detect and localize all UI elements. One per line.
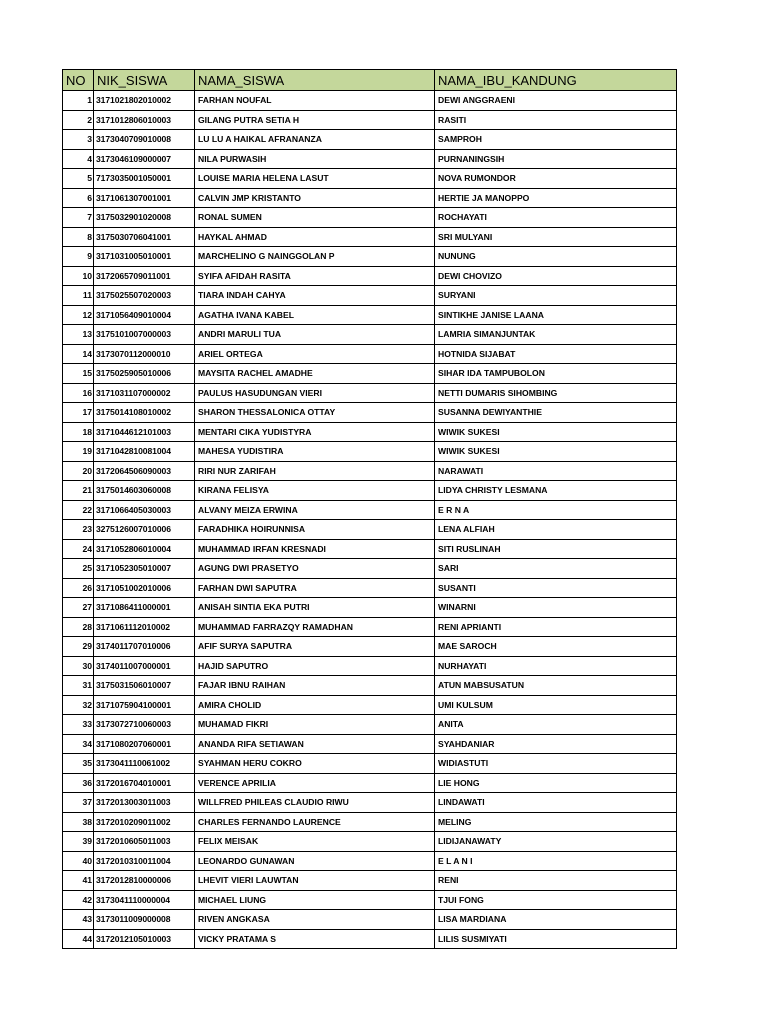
cell-nik-siswa[interactable]: 3172065709011001 [94, 266, 195, 286]
cell-nama-siswa[interactable]: WILLFRED PHILEAS CLAUDIO RIWU [195, 793, 435, 813]
cell-nama-ibu-kandung[interactable]: SUSANTI [435, 578, 677, 598]
header-no[interactable]: NO [63, 70, 94, 91]
cell-nik-siswa[interactable]: 3172016704010001 [94, 773, 195, 793]
cell-nama-ibu-kandung[interactable]: ANITA [435, 715, 677, 735]
cell-no[interactable]: 11 [63, 286, 94, 306]
table-row [63, 169, 677, 189]
cell-nama-siswa[interactable]: FARADHIKA HOIRUNNISA [195, 520, 435, 540]
table-row [63, 344, 677, 364]
cell-nama-ibu-kandung[interactable]: LILIS SUSMIYATI [435, 929, 677, 949]
cell-no[interactable]: 20 [63, 461, 94, 481]
cell-no[interactable]: 15 [63, 364, 94, 384]
cell-nik-siswa[interactable]: 3171052305010007 [94, 559, 195, 579]
cell-nik-siswa[interactable]: 3173011009000008 [94, 910, 195, 930]
cell-no[interactable]: 7 [63, 208, 94, 228]
cell-nama-ibu-kandung[interactable]: E L A N I [435, 851, 677, 871]
cell-nama-siswa[interactable]: CHARLES FERNANDO LAURENCE [195, 812, 435, 832]
cell-nama-siswa[interactable]: KIRANA FELISYA [195, 481, 435, 501]
cell-nik-siswa[interactable]: 3175014603060008 [94, 481, 195, 501]
cell-nik-siswa[interactable]: 3175025507020003 [94, 286, 195, 306]
cell-nik-siswa[interactable]: 3171052806010004 [94, 539, 195, 559]
table-row [63, 734, 677, 754]
cell-nama-ibu-kandung[interactable]: LIDYA CHRISTY LESMANA [435, 481, 677, 501]
cell-nik-siswa[interactable]: 3171031107000002 [94, 383, 195, 403]
cell-nik-siswa[interactable]: 3171061307001001 [94, 188, 195, 208]
cell-nik-siswa[interactable]: 3172013003011003 [94, 793, 195, 813]
cell-nama-siswa[interactable]: AGATHA IVANA KABEL [195, 305, 435, 325]
cell-no[interactable]: 27 [63, 598, 94, 618]
table-row [63, 773, 677, 793]
cell-nik-siswa[interactable]: 3171066405030003 [94, 500, 195, 520]
cell-nik-siswa[interactable]: 3172010209011002 [94, 812, 195, 832]
cell-no[interactable]: 44 [63, 929, 94, 949]
cell-no[interactable]: 5 [63, 169, 94, 189]
cell-nama-siswa[interactable]: HAJID SAPUTRO [195, 656, 435, 676]
table-row [63, 676, 677, 696]
table-row [63, 656, 677, 676]
cell-no[interactable]: 34 [63, 734, 94, 754]
cell-nama-siswa[interactable]: FARHAN NOUFAL [195, 91, 435, 111]
cell-nama-ibu-kandung[interactable]: NETTI DUMARIS SIHOMBING [435, 383, 677, 403]
cell-nik-siswa[interactable]: 3174011007000001 [94, 656, 195, 676]
cell-nama-ibu-kandung[interactable]: SAMPROH [435, 130, 677, 150]
cell-nama-ibu-kandung[interactable]: SIHAR IDA TAMPUBOLON [435, 364, 677, 384]
cell-nama-siswa[interactable]: AGUNG DWI PRASETYO [195, 559, 435, 579]
table-row [63, 578, 677, 598]
cell-nama-siswa[interactable]: HAYKAL AHMAD [195, 227, 435, 247]
cell-nama-ibu-kandung[interactable]: SURYANI [435, 286, 677, 306]
table-row [63, 559, 677, 579]
cell-nama-ibu-kandung[interactable]: SINTIKHE JANISE LAANA [435, 305, 677, 325]
cell-no[interactable]: 2 [63, 110, 94, 130]
cell-no[interactable]: 18 [63, 422, 94, 442]
cell-no[interactable]: 22 [63, 500, 94, 520]
cell-nama-siswa[interactable]: LHEVIT VIERI LAUWTAN [195, 871, 435, 891]
cell-nama-siswa[interactable]: AFIF SURYA SAPUTRA [195, 637, 435, 657]
cell-nama-siswa[interactable]: ALVANY MEIZA ERWINA [195, 500, 435, 520]
table-row [63, 325, 677, 345]
cell-nama-siswa[interactable]: FARHAN DWI SAPUTRA [195, 578, 435, 598]
table-row [63, 305, 677, 325]
header-nama-siswa[interactable]: NAMA_SISWA [195, 70, 435, 91]
table-row [63, 754, 677, 774]
cell-nik-siswa[interactable]: 3171044612101003 [94, 422, 195, 442]
cell-nik-siswa[interactable]: 3173072710060003 [94, 715, 195, 735]
cell-no[interactable]: 33 [63, 715, 94, 735]
cell-no[interactable]: 6 [63, 188, 94, 208]
cell-nama-siswa[interactable]: MARCHELINO G NAINGGOLAN P [195, 247, 435, 267]
cell-nik-siswa[interactable]: 3175032901020008 [94, 208, 195, 228]
table-row [63, 637, 677, 657]
cell-nama-siswa[interactable]: SHARON THESSALONICA OTTAY [195, 403, 435, 423]
cell-nama-ibu-kandung[interactable]: LINDAWATI [435, 793, 677, 813]
cell-no[interactable]: 38 [63, 812, 94, 832]
cell-nama-ibu-kandung[interactable]: HERTIE JA MANOPPO [435, 188, 677, 208]
cell-nama-ibu-kandung[interactable]: WINARNI [435, 598, 677, 618]
table-row [63, 227, 677, 247]
cell-nama-siswa[interactable]: GILANG PUTRA SETIA H [195, 110, 435, 130]
cell-nik-siswa[interactable]: 7173035001050001 [94, 169, 195, 189]
cell-nama-ibu-kandung[interactable]: DEWI CHOVIZO [435, 266, 677, 286]
table-row [63, 481, 677, 501]
table-row [63, 91, 677, 111]
cell-nama-siswa[interactable]: RONAL SUMEN [195, 208, 435, 228]
cell-nama-siswa[interactable]: NILA PURWASIH [195, 149, 435, 169]
cell-nama-ibu-kandung[interactable]: ATUN MABSUSATUN [435, 676, 677, 696]
cell-no[interactable]: 31 [63, 676, 94, 696]
cell-nama-siswa[interactable]: VERENCE APRILIA [195, 773, 435, 793]
cell-nik-siswa[interactable]: 3175014108010002 [94, 403, 195, 423]
cell-nik-siswa[interactable]: 3172012810000006 [94, 871, 195, 891]
cell-no[interactable]: 24 [63, 539, 94, 559]
table-row [63, 422, 677, 442]
cell-no[interactable]: 29 [63, 637, 94, 657]
cell-nama-siswa[interactable]: TIARA INDAH CAHYA [195, 286, 435, 306]
cell-nama-ibu-kandung[interactable]: NUNUNG [435, 247, 677, 267]
cell-nama-siswa[interactable]: MENTARI CIKA YUDISTYRA [195, 422, 435, 442]
cell-nama-siswa[interactable]: FELIX MEISAK [195, 832, 435, 852]
cell-nik-siswa[interactable]: 3171012806010003 [94, 110, 195, 130]
table-row [63, 793, 677, 813]
cell-no[interactable]: 12 [63, 305, 94, 325]
cell-nama-siswa[interactable]: ANDRI MARULI TUA [195, 325, 435, 345]
header-nama-ibu-kandung[interactable]: NAMA_IBU_KANDUNG [435, 70, 677, 91]
cell-nama-ibu-kandung[interactable]: LENA ALFIAH [435, 520, 677, 540]
cell-nik-siswa[interactable]: 3173040709010008 [94, 130, 195, 150]
table-row [63, 130, 677, 150]
table-row [63, 403, 677, 423]
cell-no[interactable]: 9 [63, 247, 94, 267]
cell-nama-ibu-kandung[interactable]: LAMRIA SIMANJUNTAK [435, 325, 677, 345]
cell-nik-siswa[interactable]: 3171021802010002 [94, 91, 195, 111]
cell-nama-siswa[interactable]: MUHAMMAD FARRAZQY RAMADHAN [195, 617, 435, 637]
table-row [63, 188, 677, 208]
cell-no[interactable]: 30 [63, 656, 94, 676]
cell-nama-ibu-kandung[interactable]: WIWIK SUKESI [435, 422, 677, 442]
cell-nama-ibu-kandung[interactable]: SUSANNA DEWIYANTHIE [435, 403, 677, 423]
cell-nama-ibu-kandung[interactable]: TJUI FONG [435, 890, 677, 910]
cell-nik-siswa[interactable]: 3171042810081004 [94, 442, 195, 462]
cell-nama-siswa[interactable]: PAULUS HASUDUNGAN VIERI [195, 383, 435, 403]
cell-nama-siswa[interactable]: LOUISE MARIA HELENA LASUT [195, 169, 435, 189]
cell-no[interactable]: 42 [63, 890, 94, 910]
student-table [62, 69, 677, 949]
cell-no[interactable]: 43 [63, 910, 94, 930]
cell-nama-siswa[interactable]: FAJAR IBNU RAIHAN [195, 676, 435, 696]
cell-nama-ibu-kandung[interactable]: WIDIASTUTI [435, 754, 677, 774]
cell-nik-siswa[interactable]: 3173046109000007 [94, 149, 195, 169]
cell-no[interactable]: 19 [63, 442, 94, 462]
cell-nama-ibu-kandung[interactable]: RENI APRIANTI [435, 617, 677, 637]
table-row [63, 910, 677, 930]
cell-nama-ibu-kandung[interactable]: SRI MULYANI [435, 227, 677, 247]
table-row [63, 598, 677, 618]
cell-no[interactable]: 39 [63, 832, 94, 852]
cell-nama-siswa[interactable]: MUHAMAD FIKRI [195, 715, 435, 735]
table-row [63, 500, 677, 520]
cell-nama-ibu-kandung[interactable]: UMI KULSUM [435, 695, 677, 715]
cell-nama-ibu-kandung[interactable]: MAE SAROCH [435, 637, 677, 657]
cell-no[interactable]: 14 [63, 344, 94, 364]
cell-nama-ibu-kandung[interactable]: PURNANINGSIH [435, 149, 677, 169]
cell-nik-siswa[interactable]: 3171080207060001 [94, 734, 195, 754]
cell-nama-siswa[interactable]: MUHAMMAD IRFAN KRESNADI [195, 539, 435, 559]
cell-no[interactable]: 8 [63, 227, 94, 247]
table-row [63, 266, 677, 286]
table-row [63, 617, 677, 637]
cell-no[interactable]: 1 [63, 91, 94, 111]
spreadsheet [62, 69, 676, 949]
table-row [63, 520, 677, 540]
cell-nik-siswa[interactable]: 3171061112010002 [94, 617, 195, 637]
cell-nama-siswa[interactable]: ANANDA RIFA SETIAWAN [195, 734, 435, 754]
table-row [63, 461, 677, 481]
table-row [63, 812, 677, 832]
table-row [63, 832, 677, 852]
cell-nama-siswa[interactable]: MICHAEL LIUNG [195, 890, 435, 910]
cell-nama-ibu-kandung[interactable]: NOVA RUMONDOR [435, 169, 677, 189]
cell-nama-siswa[interactable]: LU LU A HAIKAL AFRANANZA [195, 130, 435, 150]
cell-nama-ibu-kandung[interactable]: SYAHDANIAR [435, 734, 677, 754]
table-row [63, 851, 677, 871]
cell-nik-siswa[interactable]: 3172064506090003 [94, 461, 195, 481]
cell-nama-siswa[interactable]: ANISAH SINTIA EKA PUTRI [195, 598, 435, 618]
cell-nik-siswa[interactable]: 3171056409010004 [94, 305, 195, 325]
cell-nik-siswa[interactable]: 3175025905010006 [94, 364, 195, 384]
cell-nama-siswa[interactable]: MAHESA YUDISTIRA [195, 442, 435, 462]
cell-nik-siswa[interactable]: 3171086411000001 [94, 598, 195, 618]
table-row [63, 110, 677, 130]
cell-nama-siswa[interactable]: MAYSITA RACHEL AMADHE [195, 364, 435, 384]
table-row [63, 695, 677, 715]
table-row [63, 715, 677, 735]
table-row [63, 890, 677, 910]
cell-nik-siswa[interactable]: 3173041110000004 [94, 890, 195, 910]
cell-nama-siswa[interactable]: SYAHMAN HERU COKRO [195, 754, 435, 774]
cell-nik-siswa[interactable]: 3175031506010007 [94, 676, 195, 696]
cell-nik-siswa[interactable]: 3275126007010006 [94, 520, 195, 540]
table-row [63, 286, 677, 306]
header-nik-siswa[interactable]: NIK_SISWA [94, 70, 195, 91]
cell-no[interactable]: 36 [63, 773, 94, 793]
cell-no[interactable]: 26 [63, 578, 94, 598]
cell-no[interactable]: 35 [63, 754, 94, 774]
cell-nama-ibu-kandung[interactable]: NARAWATI [435, 461, 677, 481]
cell-no[interactable]: 32 [63, 695, 94, 715]
table-row [63, 929, 677, 949]
cell-no[interactable]: 16 [63, 383, 94, 403]
cell-nama-ibu-kandung[interactable]: ROCHAYATI [435, 208, 677, 228]
cell-nik-siswa[interactable]: 3172012105010003 [94, 929, 195, 949]
cell-no[interactable]: 4 [63, 149, 94, 169]
table-row [63, 247, 677, 267]
table-row [63, 539, 677, 559]
cell-nama-ibu-kandung[interactable]: E R N A [435, 500, 677, 520]
cell-nama-ibu-kandung[interactable]: WIWIK SUKESI [435, 442, 677, 462]
cell-no[interactable]: 13 [63, 325, 94, 345]
cell-no[interactable]: 10 [63, 266, 94, 286]
cell-nama-siswa[interactable]: CALVIN JMP KRISTANTO [195, 188, 435, 208]
cell-no[interactable]: 17 [63, 403, 94, 423]
cell-nik-siswa[interactable]: 3171051002010006 [94, 578, 195, 598]
cell-nama-ibu-kandung[interactable]: LIDIJANAWATY [435, 832, 677, 852]
cell-nik-siswa[interactable]: 3172010605011003 [94, 832, 195, 852]
table-row [63, 871, 677, 891]
cell-nama-siswa[interactable]: SYIFA AFIDAH RASITA [195, 266, 435, 286]
cell-nik-siswa[interactable]: 3173070112000010 [94, 344, 195, 364]
cell-no[interactable]: 23 [63, 520, 94, 540]
table-row [63, 208, 677, 228]
cell-no[interactable]: 21 [63, 481, 94, 501]
cell-nama-ibu-kandung[interactable]: SARI [435, 559, 677, 579]
cell-nik-siswa[interactable]: 3172010310011004 [94, 851, 195, 871]
cell-nik-siswa[interactable]: 3174011707010006 [94, 637, 195, 657]
cell-no[interactable]: 28 [63, 617, 94, 637]
cell-nama-siswa[interactable]: RIRI NUR ZARIFAH [195, 461, 435, 481]
cell-nama-ibu-kandung[interactable]: RASITI [435, 110, 677, 130]
cell-no[interactable]: 3 [63, 130, 94, 150]
cell-nik-siswa[interactable]: 3175030706041001 [94, 227, 195, 247]
cell-nama-ibu-kandung[interactable]: RENI [435, 871, 677, 891]
cell-nik-siswa[interactable]: 3173041110061002 [94, 754, 195, 774]
cell-nama-ibu-kandung[interactable]: SITI RUSLINAH [435, 539, 677, 559]
cell-nama-siswa[interactable]: AMIRA CHOLID [195, 695, 435, 715]
cell-nama-ibu-kandung[interactable]: LISA MARDIANA [435, 910, 677, 930]
cell-nama-ibu-kandung[interactable]: HOTNIDA SIJABAT [435, 344, 677, 364]
table-row [63, 364, 677, 384]
cell-no[interactable]: 25 [63, 559, 94, 579]
cell-nama-ibu-kandung[interactable]: MELING [435, 812, 677, 832]
cell-nama-siswa[interactable]: LEONARDO GUNAWAN [195, 851, 435, 871]
cell-no[interactable]: 40 [63, 851, 94, 871]
table-row [63, 383, 677, 403]
cell-nama-ibu-kandung[interactable]: LIE HONG [435, 773, 677, 793]
table-row [63, 442, 677, 462]
cell-no[interactable]: 41 [63, 871, 94, 891]
cell-nik-siswa[interactable]: 3171075904100001 [94, 695, 195, 715]
cell-no[interactable]: 37 [63, 793, 94, 813]
cell-nik-siswa[interactable]: 3175101007000003 [94, 325, 195, 345]
cell-nama-ibu-kandung[interactable]: NURHAYATI [435, 656, 677, 676]
cell-nama-siswa[interactable]: RIVEN ANGKASA [195, 910, 435, 930]
cell-nama-siswa[interactable]: VICKY PRATAMA S [195, 929, 435, 949]
cell-nama-siswa[interactable]: ARIEL ORTEGA [195, 344, 435, 364]
header-row [63, 70, 677, 91]
cell-nik-siswa[interactable]: 3171031005010001 [94, 247, 195, 267]
cell-nama-ibu-kandung[interactable]: DEWI ANGGRAENI [435, 91, 677, 111]
table-row [63, 149, 677, 169]
